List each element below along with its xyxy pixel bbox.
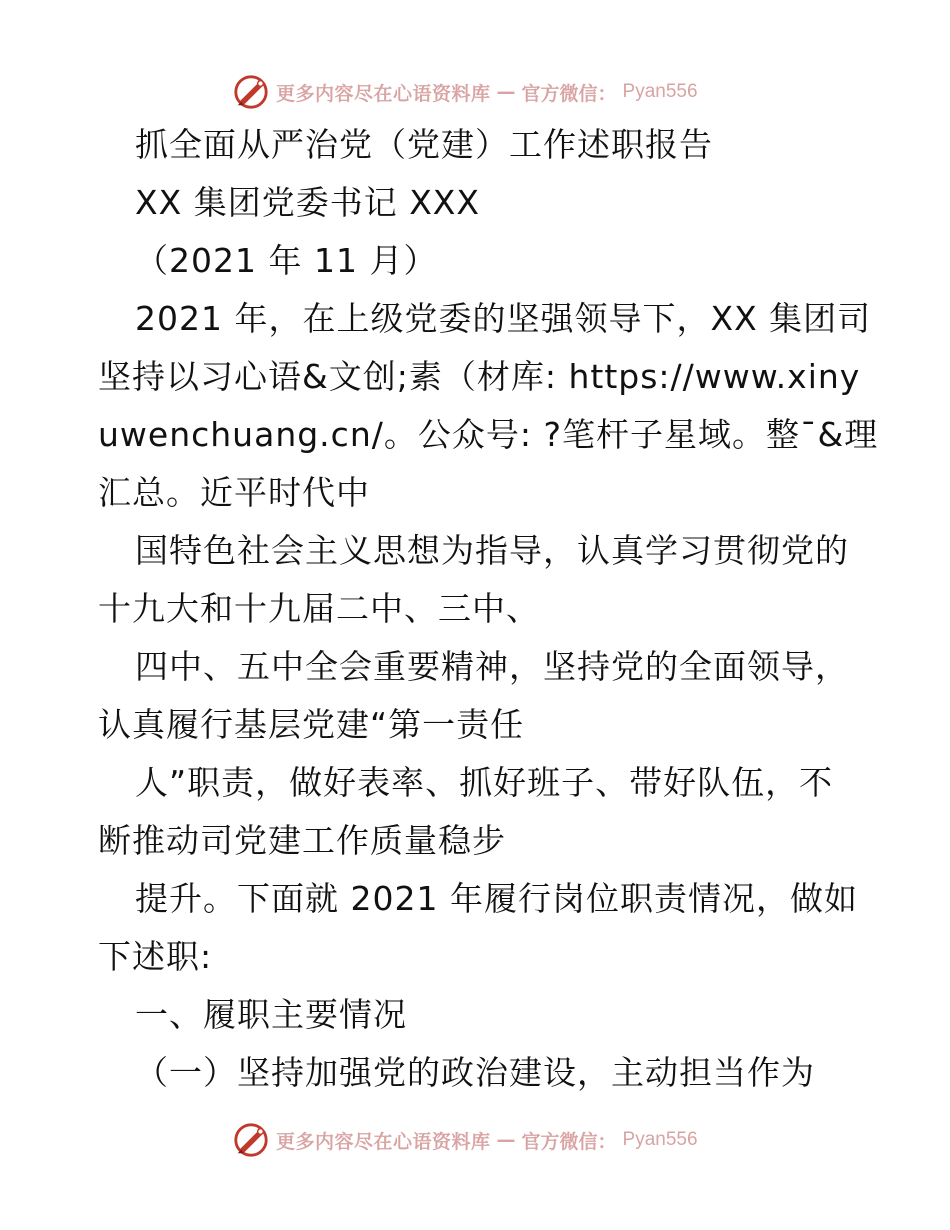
- paragraph-line: 下述职:: [98, 937, 213, 976]
- paragraph-line: 断推动司党建工作质量稳步: [98, 821, 506, 860]
- watermark-site-text: 更多内容尽在心语资料库: [276, 82, 491, 105]
- document-author: XX 集团党委书记 XXX: [135, 183, 481, 222]
- paragraph-line: 十九大和十九届二中、三中、: [98, 589, 540, 628]
- document-body: [98, 122, 879, 1108]
- paragraph-line: 汇总。近平时代中: [98, 473, 370, 512]
- watermark-header: [232, 72, 698, 112]
- watermark-footer: [232, 1120, 698, 1160]
- watermark-dash: —: [496, 81, 516, 103]
- paragraph-line: 国特色社会主义思想为指导，认真学习贯彻党的: [135, 531, 849, 570]
- pen-logo-icon: [232, 1121, 270, 1159]
- watermark-official-text: 官方微信：: [521, 1130, 617, 1153]
- paragraph-line: 认真履行基层党建“第一责任: [98, 705, 525, 744]
- watermark-dash: —: [496, 1129, 516, 1151]
- watermark-site-text: 更多内容尽在心语资料库: [276, 1130, 491, 1153]
- watermark-wechat-id: Pyan556: [622, 81, 698, 102]
- subsection-heading: （一）坚持加强党的政治建设，主动担当作为: [135, 1053, 815, 1092]
- paragraph-line: 提升。下面就 2021 年履行岗位职责情况，做如: [135, 879, 858, 918]
- paragraph-line: 四中、五中全会重要精神，坚持党的全面领导，: [135, 647, 849, 686]
- document-date: （2021 年 11 月）: [135, 241, 438, 280]
- watermark-wechat-id: Pyan556: [622, 1129, 698, 1150]
- paragraph-line: 坚持以习心语&文创;素（材库: https://www.xiny: [98, 357, 861, 396]
- paragraph-line: uwenchuang.cn/。公众号: ?笔杆子星域。整¯&理: [98, 415, 879, 454]
- watermark-official-text: 官方微信：: [521, 82, 617, 105]
- document-title: 抓全面从严治党（党建）工作述职报告: [135, 125, 713, 164]
- paragraph-line: 人”职责，做好表率、抓好班子、带好队伍，不: [135, 763, 834, 802]
- paragraph-line: 2021 年，在上级党委的坚强领导下，XX 集团司: [135, 299, 872, 338]
- pen-logo-icon: [232, 73, 270, 111]
- section-heading: 一、履职主要情况: [135, 995, 407, 1034]
